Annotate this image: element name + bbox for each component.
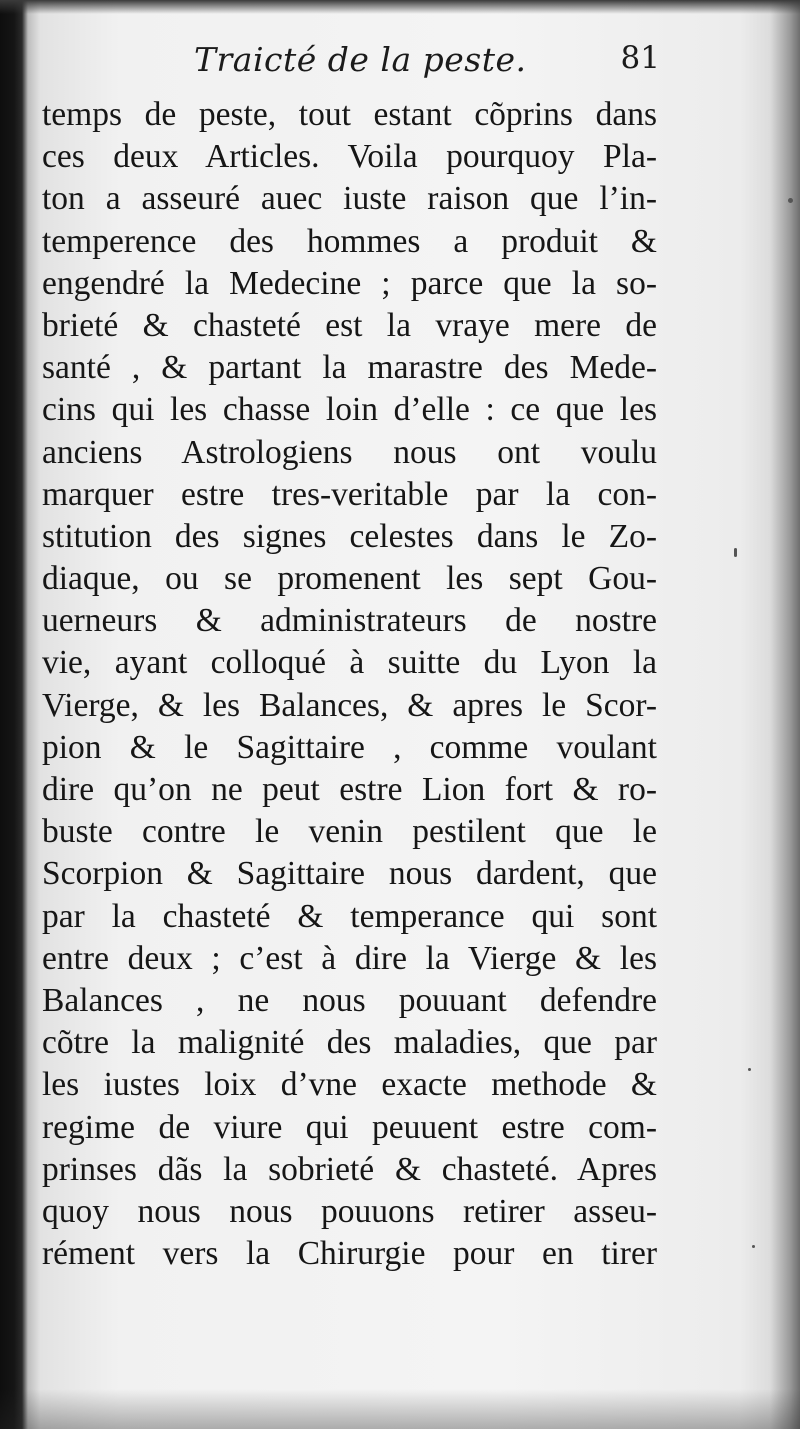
text-line: brieté & chasteté est la vraye mere de <box>42 306 657 344</box>
text-line: rément vers la Chirurgie pour en tirer <box>42 1235 657 1273</box>
paper-speck <box>788 198 793 203</box>
text-line: vie, ayant colloqué à suitte du Lyon la <box>42 644 657 682</box>
text-line: Vierge, & les Balances, & apres le Scor- <box>42 686 657 724</box>
body-text <box>42 94 657 1275</box>
text-line: regime de viure qui peuuent estre com- <box>42 1108 657 1146</box>
text-line: quoy nous nous pouuons retirer asseu- <box>42 1192 657 1230</box>
text-line: diaque, ou se promenent les sept Gou- <box>42 560 657 598</box>
text-line: ces deux Articles. Voila pourquoy Pla- <box>42 138 657 176</box>
text-line: Balances , ne nous pouuant defendre <box>42 981 657 1019</box>
text-line: cõtre la malignité des maladies, que par <box>42 1024 657 1062</box>
paper-speck <box>748 1068 751 1071</box>
text-line: engendré la Medecine ; parce que la so- <box>42 264 657 302</box>
text-line: ton a asseuré auec iuste raison que l’in- <box>42 180 657 218</box>
text-line: prinses dãs la sobrieté & chasteté. Apres <box>42 1150 657 1188</box>
paper-speck <box>734 548 737 557</box>
text-line: temps de peste, tout estant cõprins dans <box>42 96 657 133</box>
text-line: stitution des signes celestes dans le Zo- <box>42 517 657 555</box>
text-line: anciens Astrologiens nous ont voulu <box>42 433 657 471</box>
text-line: cins qui les chasse loin d’elle : ce que les <box>42 391 657 429</box>
text-line: dire qu’on ne peut estre Lion fort & ro- <box>42 771 657 808</box>
text-line: santé , & partant la marastre des Mede- <box>42 349 657 387</box>
page-top-shadow <box>0 0 800 14</box>
page-number: 81 <box>620 40 660 76</box>
paper-speck <box>752 1245 755 1248</box>
text-line: buste contre le venin pestilent que le <box>42 813 657 851</box>
text-line: par la chasteté & temperance qui sont <box>42 897 657 935</box>
text-line: uerneurs & administrateurs de nostre <box>42 602 657 640</box>
text-line: temperence des hommes a produit & <box>42 222 657 260</box>
text-line: les iustes loix d’vne exacte methode & <box>42 1066 657 1104</box>
text-line: entre deux ; c’est à dire la Vierge & les <box>42 939 657 977</box>
text-line: pion & le Sagittaire , comme voulant <box>42 728 657 766</box>
page-header <box>44 34 660 90</box>
page-bottom-shadow <box>0 1389 800 1429</box>
running-title: Traicté de la peste. <box>194 40 527 79</box>
text-line: Scorpion & Sagittaire nous dardent, que <box>42 855 657 893</box>
text-line: marquer estre tres-veritable par la con- <box>42 475 657 513</box>
